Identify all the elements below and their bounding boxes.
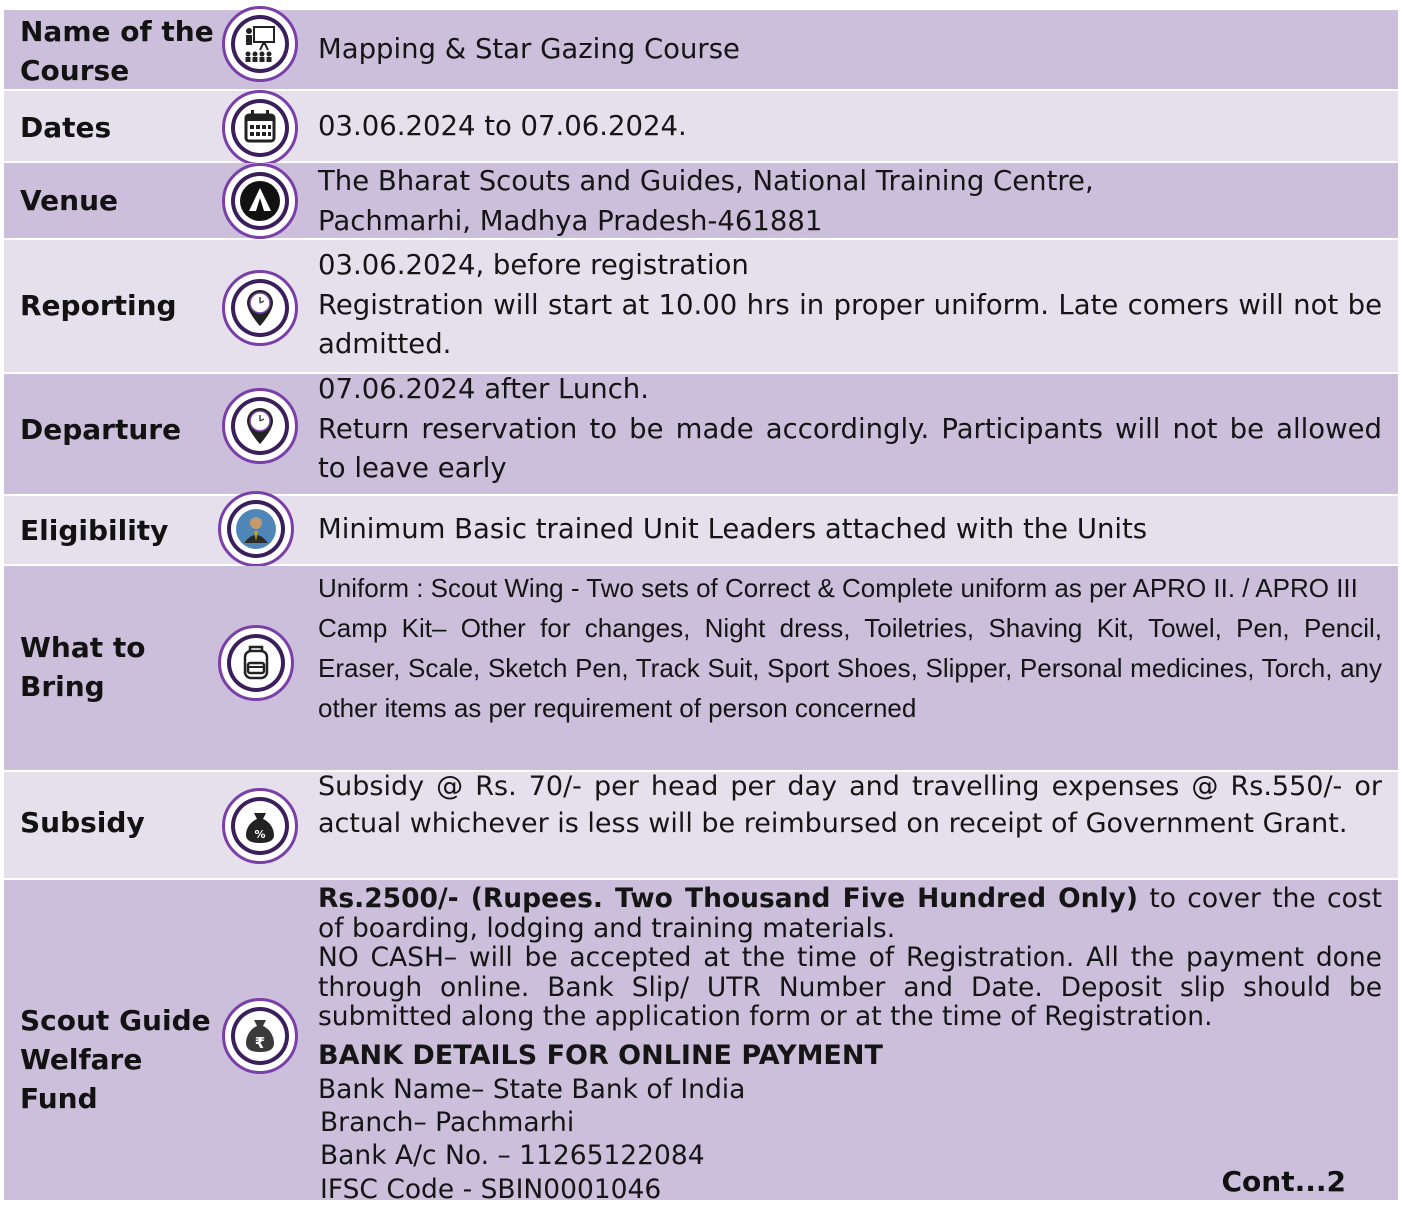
label-course: Name of the Course — [20, 15, 214, 87]
course-name: Mapping & Star Gazing Course — [318, 33, 740, 65]
venue-line-1: The Bharat Scouts and Guides, National Training Centre, — [318, 165, 1094, 197]
uniform-text: Uniform : Scout Wing - Two sets of Correct & Complete uniform as per APRO II. / APRO III — [318, 573, 1358, 603]
welfare-fund-text — [318, 884, 1382, 1207]
label-what-to-bring: What to Bring — [20, 631, 146, 703]
reporting-line-1: 03.06.2024, before registration — [318, 249, 749, 281]
bank-details-heading: BANK DETAILS FOR ONLINE PAYMENT — [318, 1039, 883, 1071]
bank-branch: Branch– Pachmarhi — [320, 1106, 575, 1138]
reporting-line-2: Registration will start at 10.00 hrs in proper uniform. Late comers will not be admitted. — [318, 288, 1382, 360]
no-cash-text: NO CASH– will be accepted at the time of Registration. All the payment done through online. Bank Slip/ UTR Number and Date. Deposit slip should be submitted along the application form or at the time of Registration. — [318, 942, 1382, 1032]
label-venue: Venue — [20, 184, 118, 217]
label-dates: Dates — [20, 111, 112, 144]
subsidy-text: Subsidy @ Rs. 70/- per head per day and travelling expenses @ Rs.550/- or actual whichever is less will be reimbursed on receipt of Government Grant. — [318, 771, 1382, 839]
departure-line-1: 07.06.2024 after Lunch. — [318, 373, 649, 405]
row-reporting — [4, 240, 1398, 374]
label-welfare-fund: Scout Guide Welfare Fund — [20, 1004, 211, 1115]
course-dates: 03.06.2024 to 07.06.2024. — [318, 110, 687, 142]
tent-icon — [222, 163, 298, 239]
course-details-table — [4, 10, 1398, 1205]
clock-pin-icon — [222, 270, 298, 346]
row-subsidy — [4, 772, 1398, 880]
camp-kit-text: Camp Kit– Other for changes, Night dress, Toiletries, Shaving Kit, Towel, Pen, Pencil, Eraser, Scale, Sketch Pen, Track Suit, Sport Shoes, Slipper, Personal medicines, Torch, any other items as per requirement of person concerned — [318, 613, 1382, 723]
presentation-icon — [222, 6, 298, 82]
row-eligibility — [4, 496, 1398, 566]
fund-amount: Rs.2500/- (Rupees. Two Thousand Five Hundred Only) — [318, 883, 1139, 914]
rupee-bag-icon — [222, 998, 298, 1074]
venue-line-2: Pachmarhi, Madhya Pradesh-461881 — [318, 204, 823, 237]
calendar-icon — [222, 90, 298, 166]
row-dates — [4, 91, 1398, 163]
what-to-bring-text — [318, 568, 1382, 728]
fund-amount-purpose: to cover the cost of boarding, lodging and training materials. — [318, 883, 1383, 944]
bank-account-number: Bank A/c No. – 11265122084 — [320, 1139, 705, 1171]
bank-ifsc-code: IFSC Code - SBIN0001046 — [320, 1173, 662, 1205]
row-venue — [4, 163, 1398, 240]
bank-name: Bank Name– State Bank of India — [318, 1073, 746, 1105]
eligibility-text: Minimum Basic trained Unit Leaders attached with the Units — [318, 513, 1148, 545]
fund-amount-paragraph — [318, 884, 1382, 943]
label-eligibility: Eligibility — [20, 514, 169, 547]
backpack-icon — [218, 625, 294, 701]
svg-text:%: % — [254, 828, 266, 841]
row-what-to-bring — [4, 566, 1398, 772]
row-welfare-fund — [4, 880, 1398, 1205]
continued-marker: Cont...2 — [1221, 1165, 1346, 1198]
svg-text:₹: ₹ — [254, 1034, 266, 1052]
departure-text — [318, 370, 1382, 489]
label-departure: Departure — [20, 413, 182, 446]
row-departure — [4, 374, 1398, 496]
clock-pin-icon — [222, 388, 298, 464]
label-subsidy: Subsidy — [20, 806, 145, 839]
person-icon — [218, 491, 294, 567]
label-reporting: Reporting — [20, 289, 177, 322]
money-bag-percent-icon — [222, 788, 298, 864]
reporting-text — [318, 246, 1382, 365]
venue-text — [318, 162, 1382, 241]
row-course — [4, 10, 1398, 91]
departure-line-2: Return reservation to be made accordingly. Participants will not be allowed to leave early — [318, 412, 1382, 484]
